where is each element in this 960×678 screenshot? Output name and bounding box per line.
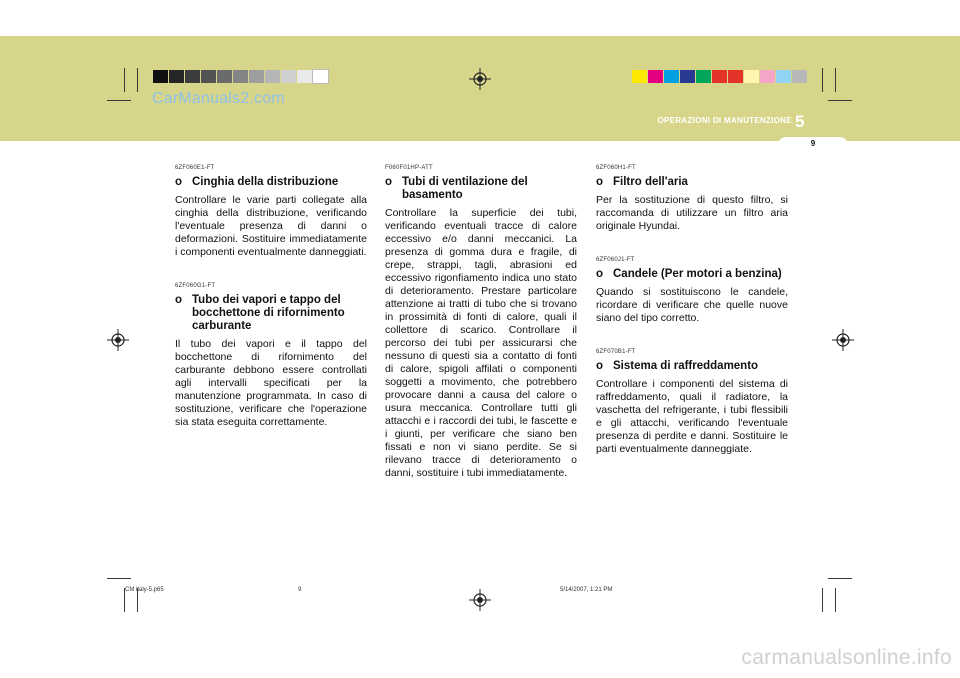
crop-mark xyxy=(835,588,836,612)
crop-mark xyxy=(107,578,131,579)
calibration-swatch xyxy=(664,70,679,83)
item-body: Controllare la superficie dei tubi, verificando eventuali tracce di calore eccessivo e/o danni meccanici. La presenza di gomma dura e fragile, di crepe, strappi, tagli, abrasioni ed eccessivo rigonfiamento indica uno stato di deterioramento. Prestare particolare attenzione ai tratti di tubo che si trovano in prossimità di fonti di calore, quali il collettore di scarico. Controllare il percorso dei tubi per assicurarsi che nessuno di questi sia a contatto di fonti di calore, spigoli affilati o componenti soggetti a movimento, che potrebbero provocare danni a causa del calore o usura meccanica. Controllare tutti gli attacchi e i raccordi dei tubi, le fascette e i giunti, per verificare che siano ben fissati e non vi siano perdite. Se si rilevano tracce di deterioramento o danni, sostituire i tubi immediatamente. xyxy=(385,207,577,479)
item-code: 6ZF060J1-FT xyxy=(596,257,635,263)
maintenance-item xyxy=(596,254,788,325)
calibration-swatch xyxy=(281,70,296,83)
item-body: Per la sostituzione di questo filtro, si raccomanda di utilizzare un filtro aria originale Hyundai. xyxy=(596,194,788,232)
section-number: 5 xyxy=(795,112,805,131)
item-heading-text: Cinghia della distribuzione xyxy=(192,176,339,188)
crop-mark xyxy=(828,578,852,579)
calibration-swatch xyxy=(776,70,791,83)
gray-calibration-bar xyxy=(153,70,329,83)
text-column-middle xyxy=(385,162,577,501)
registration-mark-icon xyxy=(832,329,854,351)
item-heading xyxy=(596,268,788,281)
footer-date: 5/14/2007, 1:21 PM xyxy=(560,587,613,593)
item-body: Il tubo dei vapori e il tappo del bocchettone di rifornimento del carburante debbono essere controllati agli intervalli specificati per la manutenzione programmata. In caso di sostituzione, verificare che l'operazione sia stata eseguita correttamente. xyxy=(175,338,367,428)
calibration-swatch xyxy=(760,70,775,83)
item-heading xyxy=(596,176,788,189)
item-heading-text: Tubo dei vapori e tappo del bocchettone di rifornimento carburante xyxy=(192,294,345,332)
maintenance-item xyxy=(596,346,788,456)
calibration-swatch xyxy=(632,70,647,83)
bullet-icon: o xyxy=(385,176,393,188)
crop-mark xyxy=(107,100,131,101)
calibration-swatch xyxy=(680,70,695,83)
calibration-swatch xyxy=(712,70,727,83)
calibration-swatch xyxy=(249,70,264,83)
watermark[interactable]: CarManuals2.com xyxy=(152,90,285,107)
calibration-swatch xyxy=(648,70,663,83)
item-code: 6ZF060H1-FT xyxy=(596,165,636,171)
item-heading xyxy=(385,176,577,202)
maintenance-item xyxy=(175,280,367,429)
item-body: Quando si sostituiscono le candele, ricordare di verificare che quelle nuove siano del tipo corretto. xyxy=(596,286,788,324)
registration-mark-icon xyxy=(469,589,491,611)
item-body: Controllare le varie parti collegate alla cinghia della distribuzione, verificando l'eventuale presenza di danni o deformazioni. Sostituire immediatamente i componenti eventualmente danneggiati. xyxy=(175,194,367,258)
item-body: Controllare i componenti del sistema di raffreddamento, quali il radiatore, la vaschetta del refrigerante, i tubi flessibili e gli attacchi, verificando l'eventuale presenza di perdite e danni. Sostituire le parti eventualmente danneggiate. xyxy=(596,378,788,455)
calibration-swatch xyxy=(313,70,328,83)
bullet-icon: o xyxy=(596,176,604,188)
footer-file: CM italy-5.p65 xyxy=(125,587,164,593)
calibration-swatch xyxy=(185,70,200,83)
bullet-icon: o xyxy=(175,176,183,188)
text-column-right xyxy=(596,162,788,477)
site-watermark[interactable]: carmanualsonline.info xyxy=(741,646,952,669)
calibration-swatch xyxy=(233,70,248,83)
calibration-swatch xyxy=(728,70,743,83)
registration-mark-icon xyxy=(107,329,129,351)
calibration-swatch xyxy=(201,70,216,83)
item-heading xyxy=(175,294,367,333)
page-number-tab xyxy=(778,137,848,151)
footer-page: 9 xyxy=(298,587,302,593)
color-calibration-bar xyxy=(632,70,808,83)
crop-mark xyxy=(828,100,852,101)
calibration-swatch xyxy=(792,70,807,83)
item-heading xyxy=(596,360,788,373)
calibration-swatch xyxy=(744,70,759,83)
calibration-swatch xyxy=(153,70,168,83)
maintenance-item xyxy=(596,162,788,233)
item-heading-text: Filtro dell'aria xyxy=(613,176,688,188)
crop-mark xyxy=(137,68,138,92)
item-heading-text: Candele (Per motori a benzina) xyxy=(613,268,782,280)
crop-mark xyxy=(124,68,125,92)
calibration-swatch xyxy=(696,70,711,83)
bullet-icon: o xyxy=(596,268,604,280)
item-code: 6ZF060G1-FT xyxy=(175,283,216,289)
item-code: 6ZF070B1-FT xyxy=(596,349,636,355)
crop-mark xyxy=(822,68,823,92)
crop-mark xyxy=(822,588,823,612)
item-heading-text: Sistema di raffreddamento xyxy=(613,360,759,372)
registration-mark-icon xyxy=(469,68,491,90)
crop-mark xyxy=(835,68,836,92)
item-code: 6ZF060E1-FT xyxy=(175,165,215,171)
bullet-icon: o xyxy=(175,294,183,306)
calibration-swatch xyxy=(265,70,280,83)
calibration-swatch xyxy=(169,70,184,83)
calibration-swatch xyxy=(297,70,312,83)
item-heading xyxy=(175,176,367,189)
item-code: F060F01HP-ATT xyxy=(385,165,433,171)
text-column-left xyxy=(175,162,367,450)
maintenance-item xyxy=(175,162,367,259)
page-number: 9 xyxy=(810,139,816,148)
maintenance-item xyxy=(385,162,577,480)
section-title: OPERAZIONI DI MANUTENZIONE xyxy=(657,116,792,125)
calibration-swatch xyxy=(217,70,232,83)
bullet-icon: o xyxy=(596,360,604,372)
item-heading-text: Tubi di ventilazione del basamento xyxy=(402,176,528,201)
